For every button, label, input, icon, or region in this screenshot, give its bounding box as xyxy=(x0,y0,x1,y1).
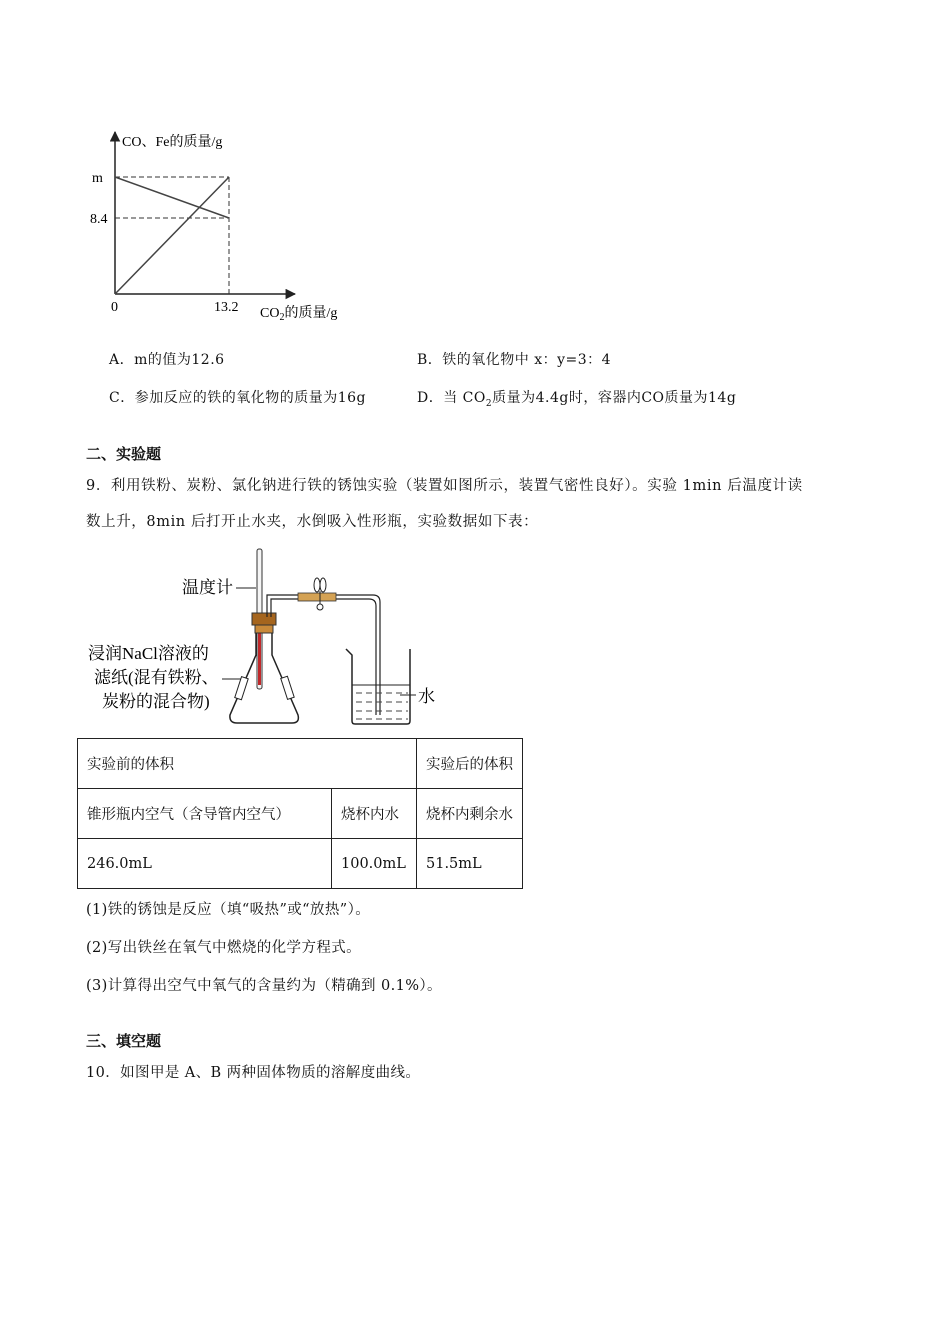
filter-paper-label-1: 浸润NaCl溶液的 xyxy=(88,644,209,663)
x-axis-label: $CO_2$的质量/g xyxy=(260,306,338,323)
water-dashes xyxy=(356,693,408,719)
glass-tube xyxy=(267,595,380,715)
y-axis-label: CO、Fe的质量/g xyxy=(122,135,223,150)
question-9-line-2: 数上升，8min 后打开止水夹，水倒吸入性形瓶，实验数据如下表： xyxy=(86,514,539,530)
table-cell-air: 锥形瓶内空气（含导管内空气） xyxy=(78,789,332,839)
clamp-icon xyxy=(314,578,320,592)
section-title-fill-blank: 三、填空题 xyxy=(86,1032,162,1050)
x-tick-0: 0 xyxy=(111,300,118,315)
table-row xyxy=(78,789,523,839)
option-a: A．m的值为12.6 xyxy=(109,352,225,368)
water-label: 水 xyxy=(418,687,435,706)
thermometer-label: 温度计 xyxy=(182,578,233,597)
x-tick-13-2: 13.2 xyxy=(214,300,239,315)
table-header-after: 实验后的体积 xyxy=(417,739,523,789)
filter-paper-right xyxy=(281,676,294,699)
filter-paper-label-3: 炭粉的混合物) xyxy=(102,692,210,711)
section-title-experiment: 二、实验题 xyxy=(86,445,162,463)
question-10: 10．如图甲是 A、B 两种固体物质的溶解度曲线。 xyxy=(86,1065,421,1081)
co-fe-mass-chart xyxy=(80,118,380,328)
y-tick-m: m xyxy=(92,171,103,186)
table-cell-water: 烧杯内水 xyxy=(332,789,417,839)
option-b: B．铁的氧化物中 x：y=3：4 xyxy=(417,352,612,368)
y-tick-8-4: 8.4 xyxy=(90,212,108,227)
table-value-remain: 51.5mL xyxy=(417,839,523,889)
experiment-data-table xyxy=(77,738,523,889)
table-row xyxy=(78,739,523,789)
table-value-air: 246.0mL xyxy=(78,839,332,889)
table-row xyxy=(78,839,523,889)
question-9-line-1: 9．利用铁粉、炭粉、氯化钠进行铁的锈蚀实验（装置如图所示，装置气密性良好）。实验 1min 后温度计读 xyxy=(86,478,803,494)
table-header-before: 实验前的体积 xyxy=(78,739,417,789)
series-fe xyxy=(115,177,229,294)
table-cell-remain: 烧杯内剩余水 xyxy=(417,789,523,839)
beaker xyxy=(346,649,410,724)
question-9-2: (2)写出铁丝在氧气中燃烧的化学方程式。 xyxy=(86,940,362,956)
question-9-3: (3)计算得出空气中氧气的含量约为（精确到 0.1%）。 xyxy=(86,978,442,994)
option-d: D．当 $CO_2$质量为4.4g时，容器内CO质量为14g xyxy=(417,390,737,409)
series-co xyxy=(115,177,229,218)
option-c: C．参加反应的铁的氧化物的质量为16g xyxy=(109,390,366,406)
rubber-hose xyxy=(298,593,336,601)
question-9-1: (1)铁的锈蚀是反应（填“吸热”或“放热”）。 xyxy=(86,902,371,918)
filter-paper-label-2: 滤纸(混有铁粉、 xyxy=(94,668,219,687)
filter-paper-left xyxy=(235,677,248,700)
apparatus-diagram xyxy=(80,545,460,730)
rubber-stopper xyxy=(252,613,276,625)
table-value-water: 100.0mL xyxy=(332,839,417,889)
